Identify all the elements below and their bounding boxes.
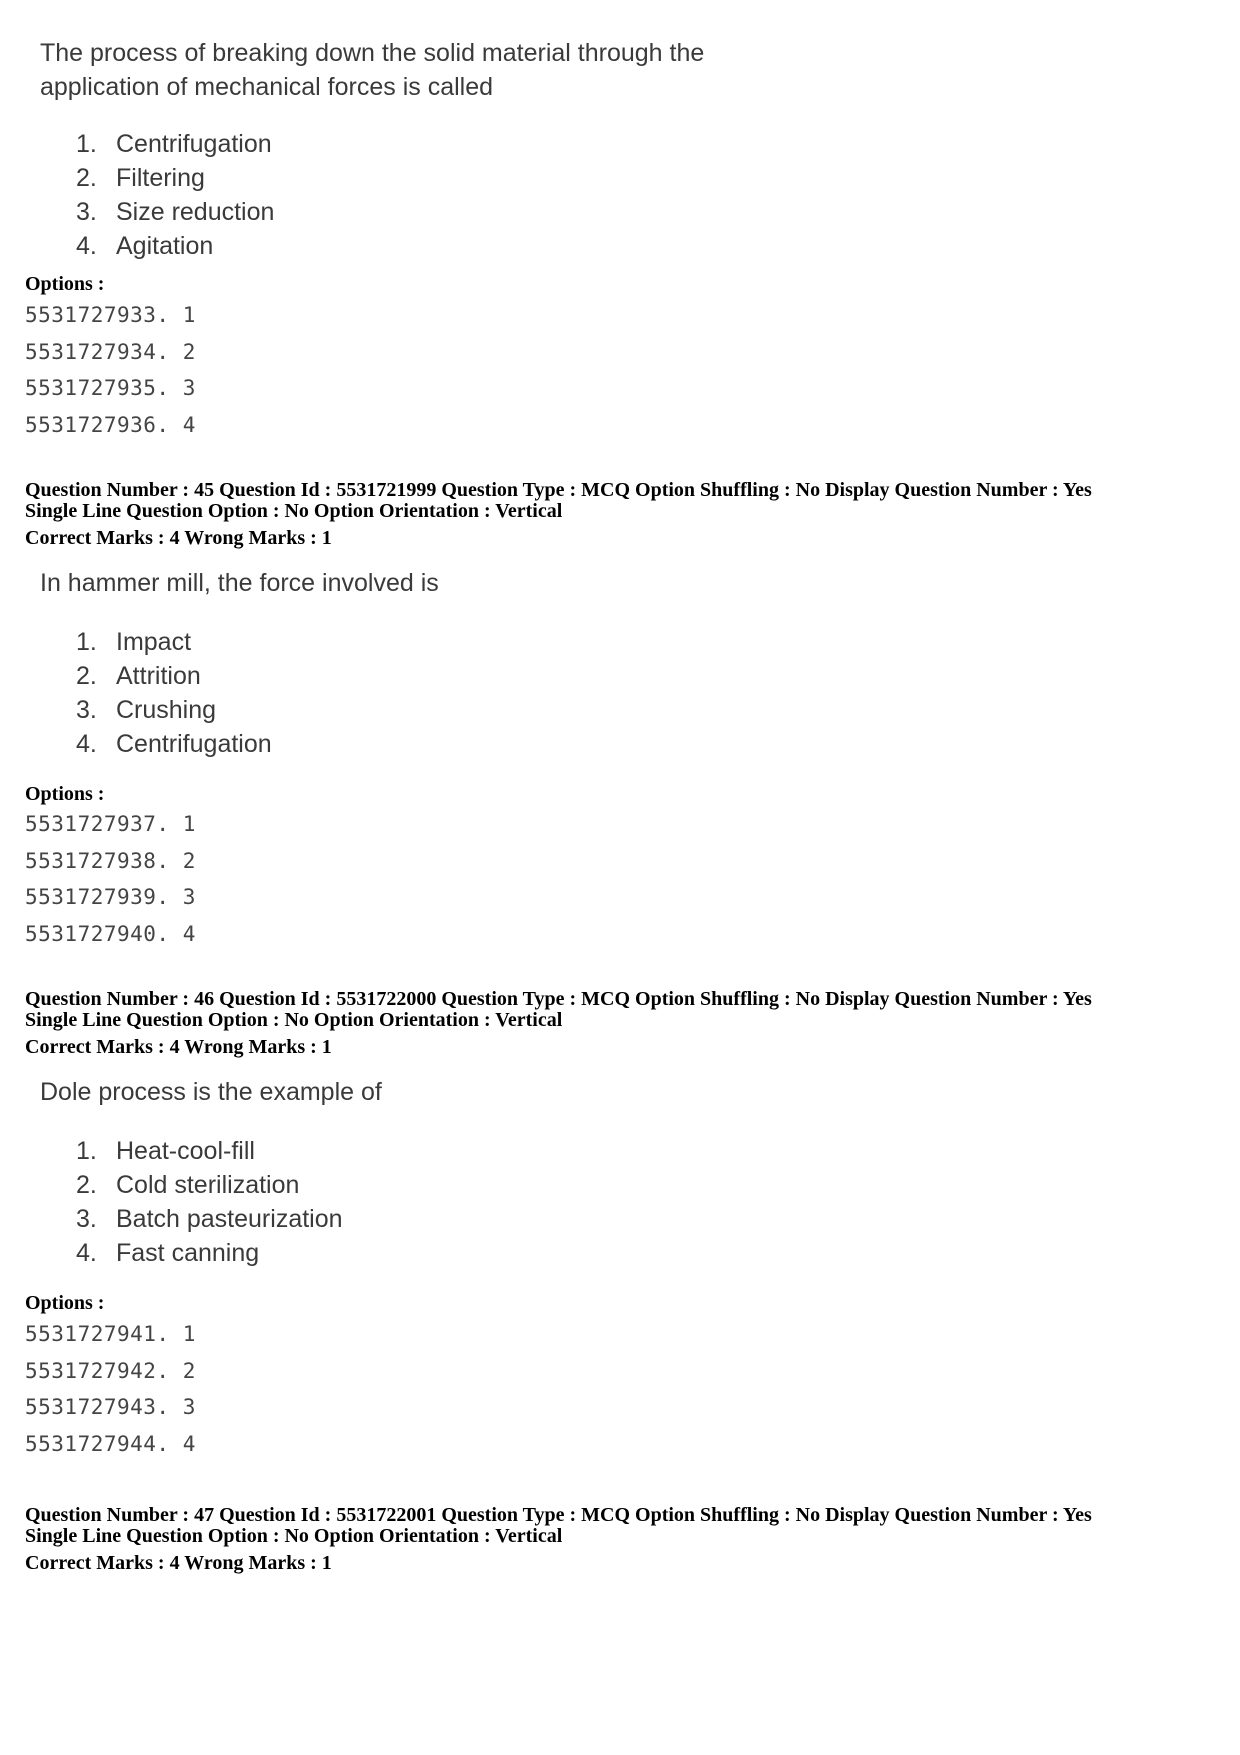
- options-label: Options :: [25, 783, 105, 805]
- meta-line: Single Line Question Option : No Option Orientation : Vertical: [25, 500, 563, 522]
- question-44-choices: [76, 127, 274, 263]
- choice-item: 1. Centrifugation: [76, 130, 272, 158]
- option-item: 5531727935. 3: [25, 376, 196, 401]
- question-45-choices: [76, 625, 272, 761]
- meta-line: Question Number : 45 Question Id : 5531721999 Question Type : MCQ Option Shuffling : No Display Question Number : Yes: [25, 479, 1092, 501]
- choice-item: 2. Cold sterilization: [76, 1171, 300, 1199]
- option-item: 5531727937. 1: [25, 812, 196, 836]
- question-text-line: application of mechanical forces is called: [40, 73, 494, 101]
- meta-line: Single Line Question Option : No Option Orientation : Vertical: [25, 1009, 563, 1031]
- option-item: 5531727944. 4: [25, 1432, 196, 1457]
- option-item: 5531727941. 1: [25, 1322, 196, 1346]
- option-item: 5531727939. 3: [25, 885, 196, 910]
- marks-line: Correct Marks : 4 Wrong Marks : 1: [25, 527, 332, 549]
- choice-item: 1. Heat-cool-fill: [76, 1137, 255, 1165]
- question-44-text: [40, 36, 704, 104]
- choice-item: 1. Impact: [76, 628, 192, 656]
- choice-item: 2. Filtering: [76, 164, 205, 192]
- choice-item: 4. Fast canning: [76, 1239, 260, 1267]
- question-45-text: [40, 566, 439, 600]
- marks-line: Correct Marks : 4 Wrong Marks : 1: [25, 1036, 332, 1058]
- question-meta: [25, 1505, 1092, 1574]
- option-list: [25, 806, 196, 953]
- option-item: 5531727938. 2: [25, 848, 196, 873]
- option-list: [25, 297, 196, 444]
- option-item: 5531727933. 1: [25, 303, 196, 327]
- meta-line: Single Line Question Option : No Option Orientation : Vertical: [25, 1525, 563, 1547]
- question-46-text: [40, 1075, 382, 1109]
- question-meta: [25, 989, 1092, 1058]
- choice-item: 4. Centrifugation: [76, 730, 272, 758]
- option-item: 5531727943. 3: [25, 1395, 196, 1420]
- marks-line: Correct Marks : 4 Wrong Marks : 1: [25, 1552, 332, 1574]
- choice-item: 3. Size reduction: [76, 198, 275, 226]
- option-item: 5531727936. 4: [25, 413, 196, 438]
- choice-item: 3. Batch pasteurization: [76, 1205, 343, 1233]
- question-text-line: Dole process is the example of: [40, 1078, 382, 1106]
- question-46-choices: [76, 1134, 343, 1270]
- options-label: Options :: [25, 1292, 105, 1314]
- choice-item: 4. Agitation: [76, 232, 214, 260]
- option-item: 5531727934. 2: [25, 339, 196, 364]
- options-label: Options :: [25, 273, 105, 295]
- choice-item: 2. Attrition: [76, 662, 201, 690]
- question-meta: [25, 480, 1092, 549]
- meta-line: Question Number : 47 Question Id : 5531722001 Question Type : MCQ Option Shuffling : No Display Question Number : Yes: [25, 1504, 1092, 1526]
- choice-item: 3. Crushing: [76, 696, 217, 724]
- meta-line: Question Number : 46 Question Id : 5531722000 Question Type : MCQ Option Shuffling : No Display Question Number : Yes: [25, 988, 1092, 1010]
- option-item: 5531727942. 2: [25, 1358, 196, 1383]
- option-item: 5531727940. 4: [25, 922, 196, 947]
- option-list: [25, 1316, 196, 1463]
- question-text-line: In hammer mill, the force involved is: [40, 569, 439, 597]
- question-text-line: The process of breaking down the solid material through the: [40, 39, 705, 67]
